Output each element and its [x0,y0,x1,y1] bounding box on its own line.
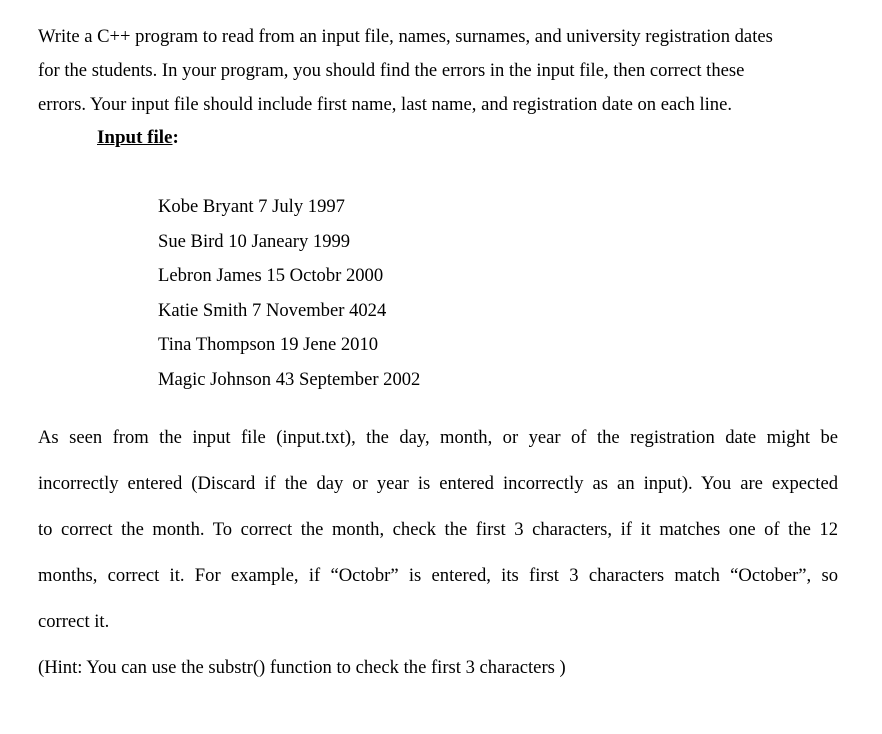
record-line: Katie Smith 7 November 4024 [158,300,387,321]
record-line: Magic Johnson 43 September 2002 [158,369,421,390]
record-line: Tina Thompson 19 Jene 2010 [158,334,379,355]
intro-paragraph [38,20,838,122]
record-line: Kobe Bryant 7 July 1997 [158,196,345,217]
explanation-line: correct it. [38,611,110,632]
input-file-heading [97,124,179,152]
intro-line: errors. Your input file should include first name, last name, and registration date on each line. [38,94,732,115]
explanation-line: incorrectly entered (Discard if the day or year is entered incorrectly as an input). You are expected [38,473,838,494]
intro-line: Write a C++ program to read from an input file, names, surnames, and university registration dates [38,26,773,47]
record-line: Lebron James 15 Octobr 2000 [158,265,384,286]
hint-text: (Hint: You can use the substr() function to check the first 3 characters ) [38,657,566,678]
record-line: Sue Bird 10 Janeary 1999 [158,231,351,252]
explanation-line: As seen from the input file (input.txt), the day, month, or year of the registration date might be [38,427,838,448]
explanation-line: months, correct it. For example, if “Octobr” is entered, its first 3 characters match “October”, so [38,565,838,586]
explanation-line: to correct the month. To correct the month, check the first 3 characters, if it matches one of the 12 [38,519,838,540]
input-file-heading-colon: : [172,127,179,148]
intro-line: for the students. In your program, you should find the errors in the input file, then correct these [38,60,745,81]
input-file-heading-label: Input file [97,127,173,148]
